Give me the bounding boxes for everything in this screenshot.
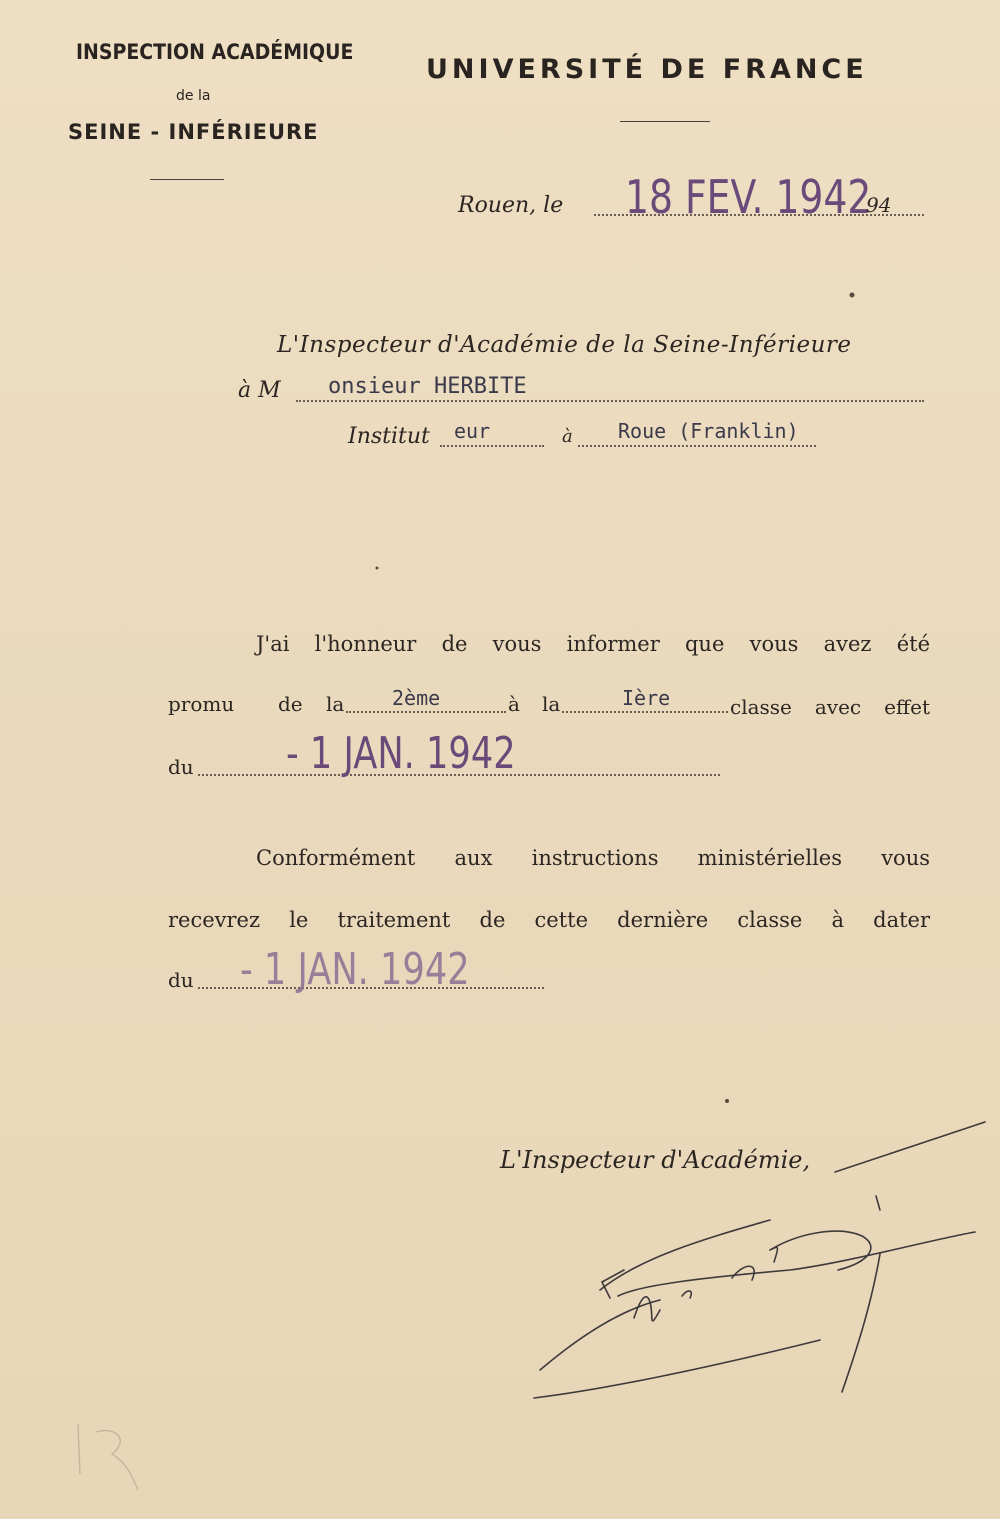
title-prefix: Institut (348, 424, 430, 449)
para1-la-2: la (542, 692, 561, 716)
signature-title: L'Inspecteur d'Académie, (500, 1146, 811, 1174)
para1-promu: promu (168, 692, 235, 716)
para1-de: de (278, 692, 303, 716)
from-class: 2ème (392, 686, 441, 710)
para2-line2: recevrez le traitement de cette dernière classe à dater (168, 908, 930, 932)
effect-date-stamp: - 1 JAN. 1942 (286, 728, 516, 779)
para2-line1: Conformément aux instructions ministérielles vous (256, 846, 930, 870)
header-de-la: de la (176, 88, 211, 104)
title-typed: eur (454, 419, 491, 443)
para1-du: du (168, 755, 194, 779)
recipient-name: onsieur HERBITE (328, 374, 527, 399)
to-class: Ière (622, 686, 671, 710)
para1-classe-avec-effet: classe avec effet (730, 695, 930, 719)
header-universite: UNIVERSITÉ DE FRANCE (426, 54, 868, 85)
para1-a: à (508, 692, 520, 716)
para1-line1: J'ai l'honneur de vous informer que vous avez été (256, 632, 930, 656)
para1-la-1: la (326, 692, 345, 716)
date-stamp: 18 FEV. 1942 (625, 170, 872, 224)
place-label: Rouen, le (458, 193, 564, 218)
place-prefix: à (562, 426, 573, 447)
para2-du: du (168, 968, 194, 992)
printed-year-suffix: 94 (866, 193, 892, 217)
sender-line: L'Inspecteur d'Académie de la Seine-Inférieure (277, 332, 852, 358)
recipient-prefix: à M (238, 378, 281, 403)
header-inspection: INSPECTION ACADÉMIQUE (76, 40, 354, 64)
salary-date-stamp: - 1 JAN. 1942 (240, 944, 470, 995)
place-typed: Roue (Franklin) (618, 419, 799, 443)
header-seine-inferieure: SEINE - INFÉRIEURE (68, 120, 319, 144)
